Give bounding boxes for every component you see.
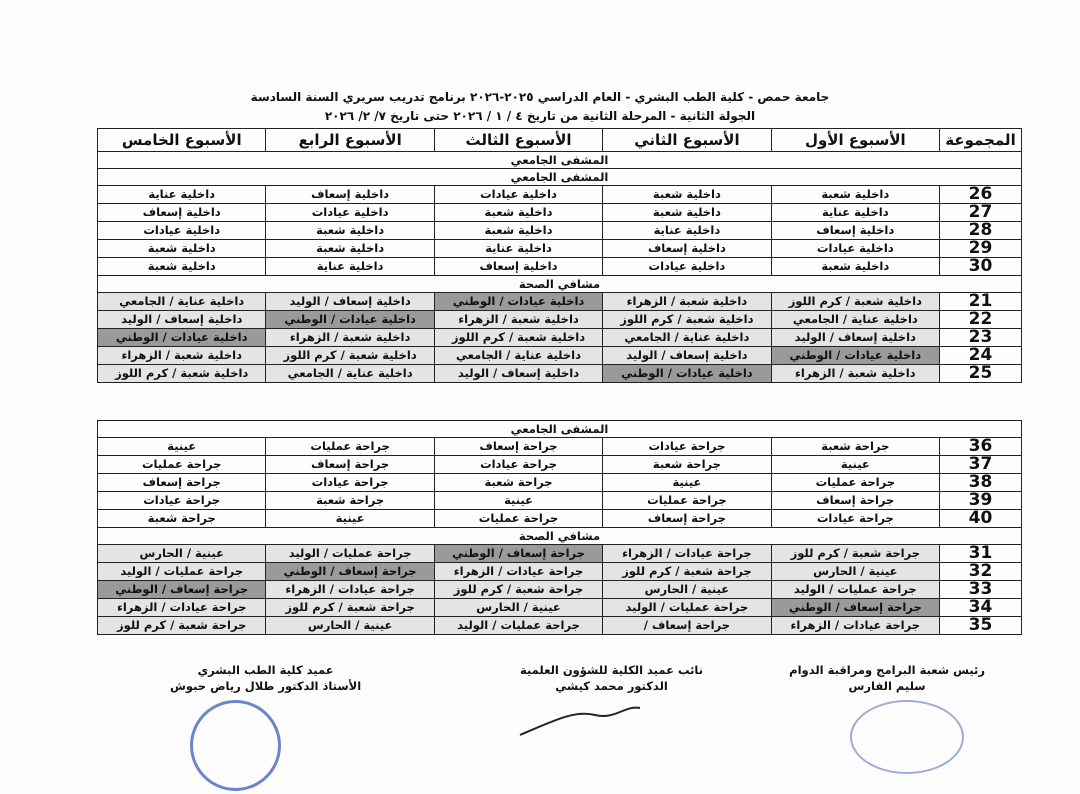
rotation-cell: جراحة شعبة xyxy=(266,492,434,510)
rotation-cell: جراحة عيادات xyxy=(771,510,939,528)
column-header-week2: الأسبوع الثاني xyxy=(603,129,771,152)
signature-name: الدكتور محمد كيشي xyxy=(555,679,668,693)
document-title: جامعة حمص - كلية الطب البشري - العام الدراسي ٢٠٢٥-٢٠٢٦ برنامج تدريب سريري السنة السادسة xyxy=(250,90,830,104)
rotation-cell: داخلية إسعاف / الوليد xyxy=(603,347,771,365)
rotation-cell: جراحة عيادات xyxy=(266,474,434,492)
rotation-cell: جراحة إسعاف / الوطني xyxy=(266,563,434,581)
rotation-cell: داخلية عناية xyxy=(98,186,266,204)
rotation-cell: داخلية عيادات / الوطني xyxy=(603,365,771,383)
rotation-cell: جراحة شعبة / كرم للوز xyxy=(603,563,771,581)
rotation-cell: داخلية شعبة / كرم اللوز xyxy=(771,293,939,311)
group-number: 27 xyxy=(940,204,1022,222)
rotation-cell: جراحة عمليات / الوليد xyxy=(771,581,939,599)
rotation-cell: جراحة إسعاف / الوطني xyxy=(771,599,939,617)
rotation-cell: عينية xyxy=(434,492,602,510)
official-stamp-icon xyxy=(850,700,964,774)
table-row xyxy=(98,293,1022,311)
rotation-cell: داخلية عناية / الجامعي xyxy=(434,347,602,365)
column-header-week4: الأسبوع الرابع xyxy=(266,129,434,152)
rotation-cell: عينية / الحارس xyxy=(266,617,434,635)
rotation-cell: داخلية شعبة / الزهراء xyxy=(434,311,602,329)
table-row xyxy=(98,581,1022,599)
rotation-cell: جراحة إسعاف / الوطني xyxy=(434,545,602,563)
table-row xyxy=(98,240,1022,258)
group-number: 25 xyxy=(940,365,1022,383)
rotation-cell: جراحة إسعاف xyxy=(98,474,266,492)
table-row xyxy=(98,186,1022,204)
rotation-cell: جراحة إسعاف / الوطني xyxy=(98,581,266,599)
rotation-cell: داخلية شعبة xyxy=(603,186,771,204)
rotation-cell: داخلية عيادات xyxy=(98,222,266,240)
rotation-cell: داخلية عناية xyxy=(266,258,434,276)
group-number: 33 xyxy=(940,581,1022,599)
rotation-cell: داخلية شعبة xyxy=(771,258,939,276)
rotation-cell: داخلية شعبة / كرم اللوز xyxy=(266,347,434,365)
table-row xyxy=(98,438,1022,456)
rotation-cell: داخلية عيادات / الوطني xyxy=(434,293,602,311)
rotation-cell: جراحة شعبة xyxy=(771,438,939,456)
group-number: 34 xyxy=(940,599,1022,617)
rotation-cell: داخلية عيادات / الوطني xyxy=(771,347,939,365)
table-row xyxy=(98,347,1022,365)
section-row xyxy=(98,152,1022,169)
rotation-cell: عينية xyxy=(771,456,939,474)
rotation-cell: داخلية شعبة xyxy=(98,240,266,258)
rotation-cell: داخلية عناية / الجامعي xyxy=(771,311,939,329)
group-number: 38 xyxy=(940,474,1022,492)
rotation-cell: داخلية عناية / الجامعي xyxy=(266,365,434,383)
rotation-cell: عينية xyxy=(266,510,434,528)
table-row xyxy=(98,510,1022,528)
rotation-cell: داخلية شعبة xyxy=(98,258,266,276)
table-row xyxy=(98,545,1022,563)
group-number: 40 xyxy=(940,510,1022,528)
rotation-cell: داخلية شعبة xyxy=(434,204,602,222)
rotation-cell: داخلية عيادات / الوطني xyxy=(266,311,434,329)
table-row xyxy=(98,599,1022,617)
rotation-cell: جراحة عمليات / الوليد xyxy=(266,545,434,563)
table-row xyxy=(98,311,1022,329)
group-number: 32 xyxy=(940,563,1022,581)
rotation-cell: داخلية إسعاف xyxy=(434,258,602,276)
rotation-cell: داخلية عناية / الجامعي xyxy=(98,293,266,311)
rotation-cell: داخلية إسعاف / الوليد xyxy=(98,311,266,329)
rotation-cell: داخلية إسعاف xyxy=(266,186,434,204)
signature-programs-head xyxy=(789,662,985,694)
group-number: 36 xyxy=(940,438,1022,456)
rotation-cell: داخلية عناية / الجامعي xyxy=(603,329,771,347)
rotation-cell: داخلية شعبة / كرم اللوز xyxy=(98,365,266,383)
table-row xyxy=(98,258,1022,276)
section-label: المشفى الجامعي xyxy=(98,169,1022,186)
group-number: 29 xyxy=(940,240,1022,258)
rotation-cell: جراحة عيادات xyxy=(98,492,266,510)
rotation-cell: داخلية عناية xyxy=(771,204,939,222)
rotation-cell: جراحة شعبة / كرم للوز xyxy=(434,581,602,599)
rotation-cell: جراحة عيادات xyxy=(434,456,602,474)
rotation-cell: جراحة إسعاف xyxy=(266,456,434,474)
rotation-cell: داخلية إسعاف xyxy=(603,240,771,258)
signature-dean xyxy=(170,662,361,694)
table-row xyxy=(98,617,1022,635)
rotation-cell: جراحة شعبة / كرم للوز xyxy=(98,617,266,635)
rotation-cell: عينية / الحارس xyxy=(434,599,602,617)
rotation-cell: جراحة عمليات xyxy=(98,456,266,474)
rotation-cell: جراحة عمليات xyxy=(266,438,434,456)
rotation-cell: عينية xyxy=(603,474,771,492)
schedule-table-surgery xyxy=(97,420,1022,635)
group-number: 23 xyxy=(940,329,1022,347)
group-number: 30 xyxy=(940,258,1022,276)
rotation-cell: داخلية شعبة xyxy=(266,240,434,258)
document-subtitle: الجولة الثانية - المرحلة الثانية من تاريخ ٤ / ١ / ٢٠٢٦ حتى تاريخ ٧/ ٢/ ٢٠٢٦ xyxy=(324,109,756,123)
rotation-cell: جراحة عمليات xyxy=(603,492,771,510)
rotation-cell: جراحة عمليات / الوليد xyxy=(603,599,771,617)
table-row xyxy=(98,222,1022,240)
rotation-cell: عينية / الحارس xyxy=(771,563,939,581)
section-row xyxy=(98,528,1022,545)
table-row xyxy=(98,456,1022,474)
table-row xyxy=(98,492,1022,510)
rotation-cell: جراحة شعبة xyxy=(434,474,602,492)
column-header-week3: الأسبوع الثالث xyxy=(434,129,602,152)
rotation-cell: جراحة عمليات xyxy=(771,474,939,492)
rotation-cell: داخلية شعبة / الزهراء xyxy=(603,293,771,311)
rotation-cell: جراحة إسعاف xyxy=(771,492,939,510)
rotation-cell: داخلية عيادات / الوطني xyxy=(98,329,266,347)
rotation-cell: داخلية شعبة xyxy=(771,186,939,204)
rotation-cell: جراحة شعبة / كرم للوز xyxy=(266,599,434,617)
group-number: 35 xyxy=(940,617,1022,635)
rotation-cell: عينية / الحارس xyxy=(98,545,266,563)
group-number: 21 xyxy=(940,293,1022,311)
rotation-cell: جراحة عيادات / الزهراء xyxy=(98,599,266,617)
rotation-cell: عينية / الحارس xyxy=(603,581,771,599)
signature-name: الأستاذ الدكتور طلال رياض حبوش xyxy=(170,679,362,693)
group-number: 37 xyxy=(940,456,1022,474)
rotation-cell: داخلية عناية xyxy=(603,222,771,240)
group-number: 28 xyxy=(940,222,1022,240)
rotation-cell: داخلية إسعاف / الوليد xyxy=(434,365,602,383)
rotation-cell: جراحة شعبة xyxy=(603,456,771,474)
rotation-cell: داخلية شعبة / كرم اللوز xyxy=(603,311,771,329)
rotation-cell: داخلية عيادات xyxy=(434,186,602,204)
column-header-group: المجموعة xyxy=(940,129,1022,152)
rotation-cell: جراحة عمليات / الوليد xyxy=(434,617,602,635)
rotation-cell: عينية xyxy=(98,438,266,456)
rotation-cell: جراحة عيادات xyxy=(603,438,771,456)
header-row xyxy=(98,129,1022,152)
signature-title: رئيس شعبة البرامج ومراقبة الدوام xyxy=(789,663,985,677)
table-row xyxy=(98,563,1022,581)
rotation-cell: داخلية إسعاف xyxy=(98,204,266,222)
rotation-cell: داخلية إسعاف xyxy=(771,222,939,240)
rotation-cell: جراحة عمليات / الوليد xyxy=(98,563,266,581)
table-row xyxy=(98,329,1022,347)
rotation-cell: داخلية شعبة / الزهراء xyxy=(266,329,434,347)
section-label: مشافي الصحة xyxy=(98,276,1022,293)
signature-name: سليم الفارس xyxy=(848,679,926,693)
rotation-cell: داخلية شعبة / الزهراء xyxy=(771,365,939,383)
table-row xyxy=(98,365,1022,383)
table-row xyxy=(98,204,1022,222)
group-number: 24 xyxy=(940,347,1022,365)
rotation-cell: داخلية عيادات xyxy=(266,204,434,222)
group-number: 26 xyxy=(940,186,1022,204)
rotation-cell: جراحة إسعاف / xyxy=(603,617,771,635)
signature-title: نائب عميد الكلية للشؤون العلمية xyxy=(520,663,704,677)
rotation-cell: جراحة عيادات / الزهراء xyxy=(434,563,602,581)
rotation-cell: جراحة عيادات / الزهراء xyxy=(603,545,771,563)
section-label: المشفى الجامعي xyxy=(98,421,1022,438)
section-row xyxy=(98,421,1022,438)
section-label: مشافي الصحة xyxy=(98,528,1022,545)
signature-vice-dean xyxy=(520,662,703,694)
rotation-cell: داخلية إسعاف / الوليد xyxy=(771,329,939,347)
rotation-cell: داخلية عيادات xyxy=(603,258,771,276)
section-row xyxy=(98,169,1022,186)
group-number: 22 xyxy=(940,311,1022,329)
column-header-week5: الأسبوع الخامس xyxy=(98,129,266,152)
official-stamp-icon xyxy=(190,700,281,791)
rotation-cell: جراحة عيادات / الزهراء xyxy=(266,581,434,599)
group-number: 31 xyxy=(940,545,1022,563)
rotation-cell: داخلية شعبة xyxy=(434,222,602,240)
rotation-cell: داخلية عيادات xyxy=(771,240,939,258)
rotation-cell: جراحة إسعاف xyxy=(434,438,602,456)
rotation-cell: داخلية شعبة / الزهراء xyxy=(98,347,266,365)
section-label: المشفى الجامعي xyxy=(98,152,1022,169)
rotation-cell: داخلية شعبة xyxy=(266,222,434,240)
rotation-cell: داخلية إسعاف / الوليد xyxy=(266,293,434,311)
handwritten-signature-icon xyxy=(515,700,645,740)
rotation-cell: جراحة عمليات xyxy=(434,510,602,528)
rotation-cell: داخلية شعبة xyxy=(603,204,771,222)
section-row xyxy=(98,276,1022,293)
rotation-cell: جراحة عيادات / الزهراء xyxy=(771,617,939,635)
rotation-cell: داخلية عناية xyxy=(434,240,602,258)
rotation-cell: جراحة إسعاف xyxy=(603,510,771,528)
signature-title: عميد كلية الطب البشري xyxy=(197,663,334,677)
column-header-week1: الأسبوع الأول xyxy=(771,129,939,152)
schedule-table-internal xyxy=(97,128,1022,383)
table-row xyxy=(98,474,1022,492)
rotation-cell: جراحة شعبة xyxy=(98,510,266,528)
group-number: 39 xyxy=(940,492,1022,510)
rotation-cell: جراحة شعبة / كرم للوز xyxy=(771,545,939,563)
rotation-cell: داخلية شعبة / كرم اللوز xyxy=(434,329,602,347)
